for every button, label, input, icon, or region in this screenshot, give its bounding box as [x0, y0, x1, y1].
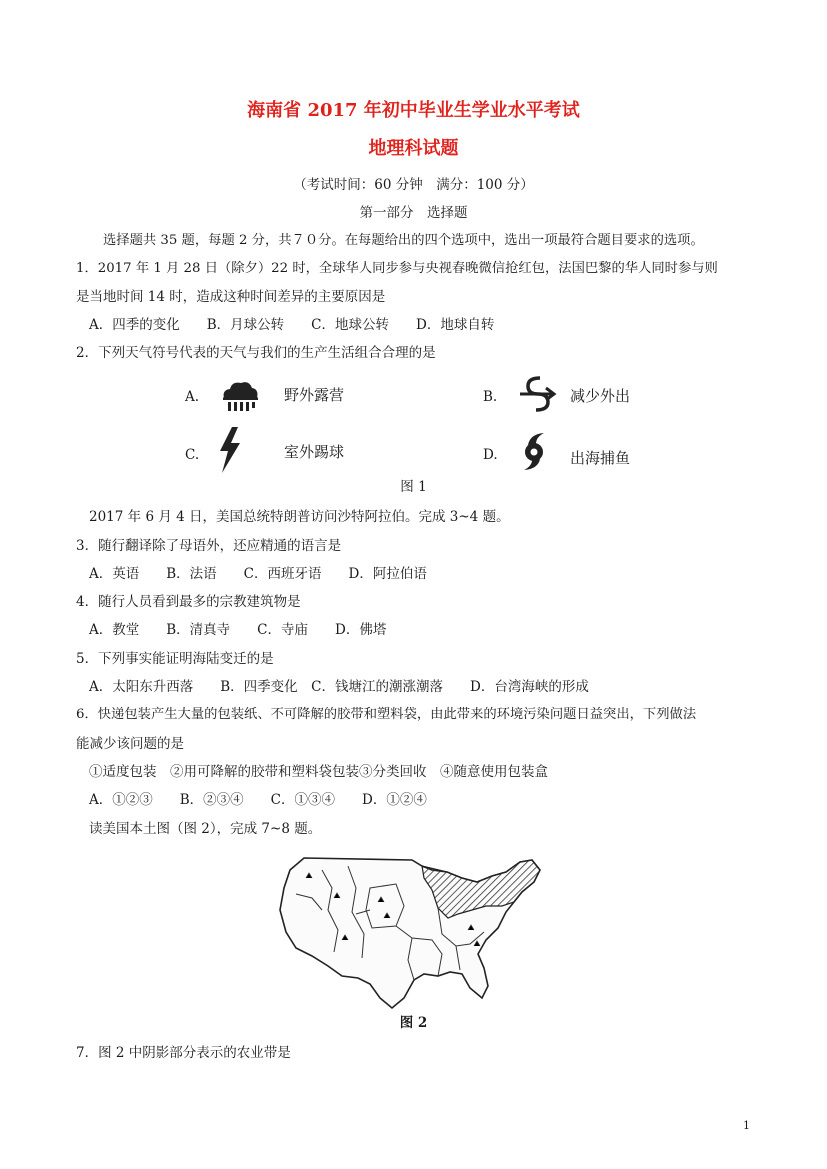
q7-stem: 7．图 2 中阴影部分表示的农业带是 [76, 1045, 291, 1061]
q2-option-b-letter: B. [483, 389, 498, 405]
q2-option-c-text: 室外踢球 [284, 443, 345, 461]
context-3-4: 2017 年 6 月 4 日，美国总统特朗普访问沙特阿拉伯。完成 3~4 题。 [89, 509, 510, 525]
q1-stem-line1: 1．2017 年 1 月 28 日（除夕）22 时，全球华人同步参与央视春晚微信抢红包，法国巴黎的华人同时参与则 [76, 261, 718, 276]
exam-info: （考试时间：60 分钟 满分：100 分） [293, 177, 534, 193]
q2-option-d-letter: D. [483, 447, 498, 463]
q2-option-a-text: 野外露营 [284, 386, 345, 404]
q1-options: A．四季的变化 B．月球公转 C．地球公转 D．地球自转 [89, 317, 495, 333]
part-heading: 第一部分 选择题 [359, 205, 468, 221]
q3-stem: 3．随行翻译除了母语外，还应精通的语言是 [76, 538, 342, 554]
exam-title: 海南省 2017 年初中毕业生学业水平考试 [247, 100, 580, 121]
q6-choices: ①适度包装 ②用可降解的胶带和塑料袋包装③分类回收 ④随意使用包装盒 [89, 764, 548, 780]
figure-1-caption: 图 1 [400, 479, 427, 495]
q4-options: A．教堂 B．清真寺 C．寺庙 D．佛塔 [89, 622, 387, 638]
q2-stem: 2．下列天气符号代表的天气与我们的生产生活组合合理的是 [76, 345, 436, 361]
page-number: 1 [743, 1119, 750, 1132]
q1-stem-line2: 是当地时间 14 时，造成这种时间差异的主要原因是 [76, 289, 386, 305]
instructions: 选择题共 35 题，每题 2 分，共７０分。在每题给出的四个选项中，选出一项最符合题目要求的选项。 [103, 233, 704, 248]
context-7-8: 读美国本土图（图 2），完成 7~8 题。 [89, 821, 322, 837]
q2-option-c-letter: C. [185, 447, 200, 463]
q2-option-a-letter: A. [185, 389, 200, 405]
typhoon-icon [516, 431, 552, 471]
q2-option-b-text: 减少外出 [570, 387, 631, 405]
q5-options: A．太阳东升西落 B．四季变化 C．钱塘江的潮涨潮落 D．台湾海峡的形成 [89, 679, 589, 695]
usa-map-icon [272, 848, 558, 1014]
rain-cloud-icon [218, 378, 262, 414]
sandstorm-icon [516, 374, 558, 414]
q6-options: A．①②③ B．②③④ C．①③④ D．①②④ [89, 792, 427, 808]
figure-2-caption: 图 2 [399, 1015, 428, 1031]
q6-stem-line1: 6．快递包装产生大量的包装纸、不可降解的胶带和塑料袋，由此带来的环境污染问题日益突出，下列做法 [76, 707, 697, 722]
q2-option-d-text: 出海捕鱼 [570, 449, 631, 467]
q6-stem-line2: 能减少该问题的是 [76, 736, 184, 752]
exam-subtitle: 地理科试题 [368, 138, 459, 159]
lightning-icon [214, 427, 244, 473]
q4-stem: 4．随行人员看到最多的宗教建筑物是 [76, 594, 301, 610]
q5-stem: 5．下列事实能证明海陆变迁的是 [76, 651, 274, 667]
q3-options: A．英语 B．法语 C．西班牙语 D．阿拉伯语 [89, 566, 427, 582]
